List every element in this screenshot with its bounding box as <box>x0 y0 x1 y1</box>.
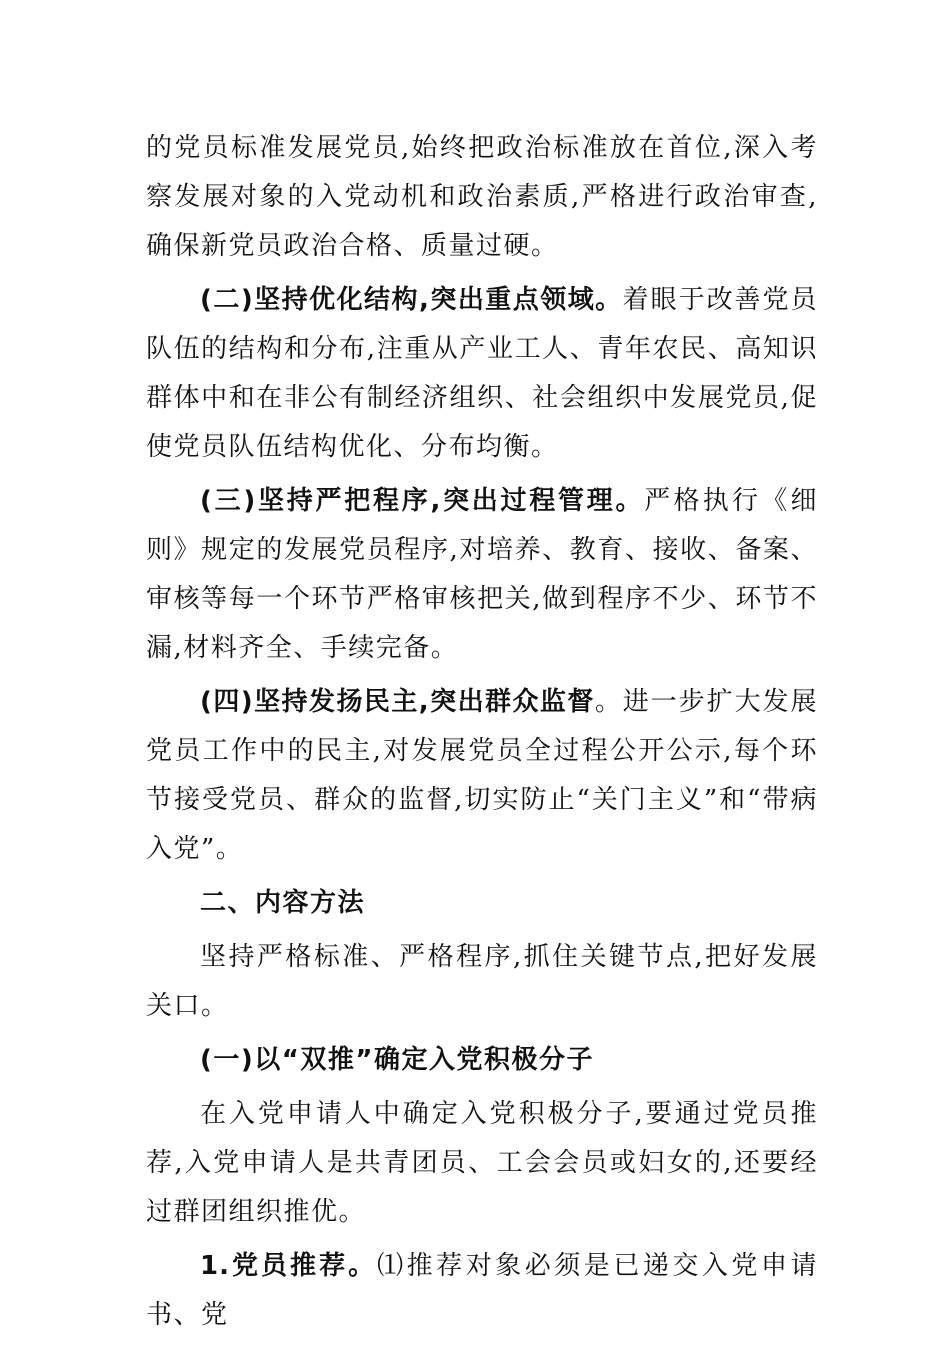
paragraph-text: ⑴推荐对象必须是已递交入党申请书、党 <box>146 1251 818 1330</box>
paragraph-text: 在入党申请人中确定入党积极分子,要通过党员推荐,入党申请人是共青团员、工会会员或妇女的,还要经过群团组织推优。 <box>146 1099 818 1227</box>
paragraph-lead-heading: 1.党员推荐。 <box>200 1251 378 1281</box>
paragraph-lead-heading: (三)坚持严把程序,突出过程管理。 <box>200 486 645 516</box>
document-page <box>146 124 818 1345</box>
section-heading-text: 二、内容方法 <box>200 888 366 918</box>
paragraph-text: 。进一步扩大发展党员工作中的民主,对发展党员全过程公开公示,每个环节接受党员、群众的监督,切实防止“关门主义”和“带病入党”。 <box>146 687 818 864</box>
subsection-heading-text: (一)以“双推”确定入党积极分子 <box>200 1045 594 1075</box>
paragraph-text: 坚持严格标准、严格程序,抓住关键节点,把好发展关口。 <box>146 942 818 1021</box>
paragraph-strict-standards <box>146 933 818 1031</box>
paragraph-lead-heading: (二)坚持优化结构,突出重点领域。 <box>200 285 623 315</box>
subsection-heading-double-recommendation <box>146 1036 818 1085</box>
paragraph-party-standard <box>146 124 818 271</box>
paragraph-democracy-supervision <box>146 678 818 874</box>
paragraph-text: 着眼于改善党员队伍的结构和分布,注重从产业工人、青年农民、高知识群体中和在非公有制经济组织、社会组织中发展党员,促使党员队伍结构优化、分布均衡。 <box>146 285 818 462</box>
paragraph-text: 的党员标准发展党员,始终把政治标准放在首位,深入考察发展对象的入党动机和政治素质,严格进行政治审查,确保新党员政治合格、质量过硬。 <box>146 133 818 261</box>
paragraph-strict-procedure <box>146 477 818 673</box>
paragraph-lead-heading: (四)坚持发扬民主,突出群众监督 <box>200 687 595 717</box>
paragraph-optimize-structure <box>146 276 818 472</box>
paragraph-activist-selection <box>146 1090 818 1237</box>
paragraph-member-recommendation <box>146 1242 818 1340</box>
paragraph-text: 严格执行《细则》规定的发展党员程序,对培养、教育、接收、备案、审核等每一个环节严格审核把关,做到程序不少、环节不漏,材料齐全、手续完备。 <box>146 486 818 663</box>
section-heading-content-method <box>146 879 818 928</box>
